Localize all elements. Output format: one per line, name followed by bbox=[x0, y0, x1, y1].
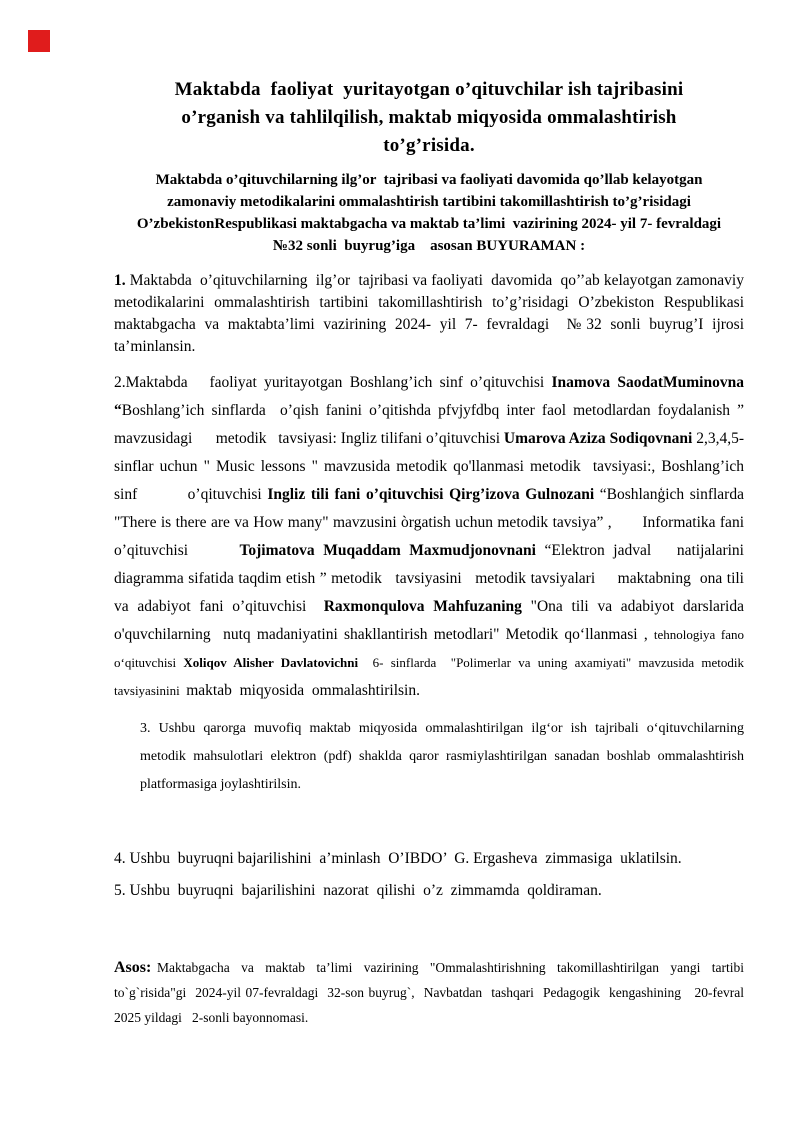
text-run: “ bbox=[114, 402, 122, 419]
paragraph-4: 4. Ushbu buyruqni bajarilishini a’minlash O’IBDO’ G. Ergasheva zimmasiga uklatilsin. bbox=[114, 850, 682, 867]
text-run: Raxmonqulova Mahfuzaning bbox=[323, 598, 522, 615]
text-run: Inamova SaodatMuminovna bbox=[551, 374, 744, 391]
text-run: Tojimatova Muqaddam Maxmudjonovnani bbox=[239, 542, 536, 559]
paragraph-3: 3. Ushbu qarorga muvofiq maktab miqyosida ommalashtirilgan ilg‘or ish tajribali o‘qituvchilarning metodik mahsulotlari elektron (pdf) shaklda qaror rasmiylashtirilgan sanadan boshlab ommalashtirish platformasiga joylashtirilsin. bbox=[140, 721, 748, 792]
paragraph-2 bbox=[114, 369, 768, 705]
basis-label: Asos: bbox=[114, 959, 152, 976]
text-run: Umarova Aziza Sodiqovnani bbox=[503, 430, 693, 447]
text-run: 2,3,4,5- sinflar uchun " Music lessons " mavzusida metodik qo'llanmasi metodik tavsiyasi:, Boshlang’ich sinf o’qituvchisi bbox=[114, 430, 768, 503]
text-run: 2.Maktabda faoliyat yuritayotgan Boshlang’ich sinf o’qituvchisi bbox=[114, 374, 552, 391]
text-run: 6- sinflarda "Polimerlar va uning axamiyati" mavzusida metodik tavsiyasinini bbox=[114, 655, 748, 698]
text-run bbox=[744, 374, 748, 391]
paragraph-1 bbox=[114, 270, 752, 358]
text-run: 1. bbox=[114, 272, 126, 289]
basis-text: Maktabgacha va maktab ta’limi vazirining "Ommalashtirishning takomillashtirilgan yangi tartibi to`g`risida"gi 2024-yil 07-fevraldagi 32-son buyrug`, Navbatdan tashqari Pedagogik kengashining 20-fevral 2025 yildagi 2-sonli bayonnomasi. bbox=[114, 960, 751, 1025]
text-run: Xoliqov Alisher Davlatovichni bbox=[183, 655, 359, 670]
basis-paragraph bbox=[114, 955, 751, 1030]
text-run: “Boshlanģich sinflarda "There is there are va How many" mavzusini òrgatish uchun metodik tavsiya” , Informatika fani o’qituvchisi bbox=[114, 486, 756, 559]
text-run: Boshlang’ich sinflarda o’qish fanini o’qitishda pfvjyfdbq inter faol metodlardan foydalanish ” mavzusidagi metodik tavsiyasi: Ingliz tilifani o’qituvchisi bbox=[114, 402, 748, 447]
document-title: Maktabda faoliyat yuritayotgan o’qituvchilar ish tajribasini o’rganish va tahlilqilish, maktab miqyosida ommalashtirish to’g’risida. bbox=[174, 79, 684, 156]
text-run: maktab miqyosida ommalashtirilsin. bbox=[186, 682, 420, 699]
text-run: tehnologiya fano o‘qituvchisi bbox=[114, 627, 748, 670]
paragraph-5: 5. Ushbu buyruqni bajarilishini nazorat qilishi o’z zimmamda qoldiraman. bbox=[114, 882, 602, 899]
red-square-mark bbox=[28, 30, 50, 52]
text-run: “Elektron jadval natijalarini diagramma sifatida taqdim etish ” metodik tavsiyasini metodik tavsiyalari maktabning ona tili va adabiyot fani o’qituvchisi bbox=[114, 542, 748, 615]
text-run: Maktabda o’qituvchilarning ilg’or tajribasi va faoliyati davomida qo’’ab kelayotgan zamonaviy metodikalarini ommalashtirish tartibini takomillashtirish to’g’risidagi O’zbekiston Respublikasi maktabgacha va maktabta’limi vazirining 2024- yil 7- fevraldagi №32 sonli buyrug’I ijrosi ta’minlansin. bbox=[114, 272, 752, 355]
text-run: Ingliz tili fani o’qituvchisi Qirg’izova Gulnozani bbox=[267, 486, 595, 503]
intro-paragraph: Maktabda o’qituvchilarning ilg’or tajribasi va faoliyati davomida qo’llab kelayotgan zamonaviy metodikalarini ommalashtirish tartibini takomillashtirish to’g’risidagi O’zbekistonRespublikasi maktabgacha va maktab ta’limi vazirining 2024- yil 7- fevraldagi №32 sonli buyrug’iga asosan BUYURAMAN : bbox=[136, 172, 722, 254]
text-run: "Ona tili va adabiyot darslarida o'quvchilarning nutq madaniyatini shakllantirish metodlari" Metodik qo‘llanmasi , bbox=[114, 598, 748, 643]
